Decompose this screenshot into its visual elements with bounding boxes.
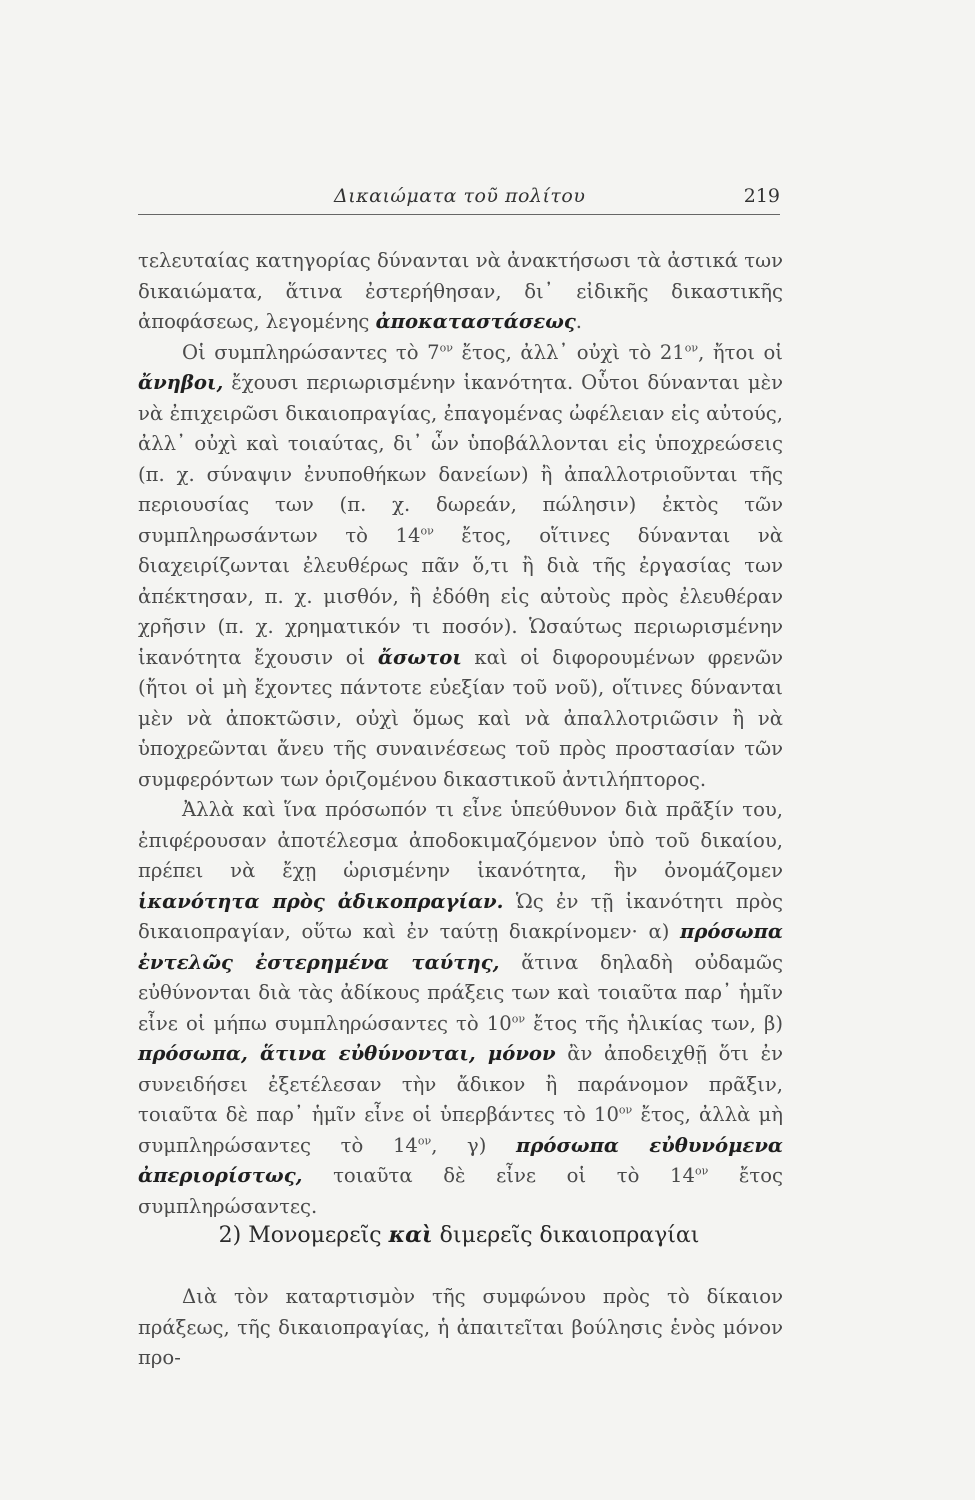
page-number: 219 [743,185,780,207]
paragraph-1: τελευταίας κατηγορίας δύνανται νὰ ἀνακτήσωσι τὰ ἀστικά των δικαιώματα, ἅτινα ἐστερήθησαν, δι᾽ εἰδικῆς δικαστικῆς ἀποφάσεως, λεγομένης ἀποκαταστάσεως. [138,249,783,333]
main-text [138,246,783,1222]
section-heading: 2) Μονομερεῖς καὶ διμερεῖς δικαιοπραγίαι [218,1222,700,1248]
term-asotoi: ἄσωτοι [377,645,462,669]
page-header [138,185,780,215]
paragraph-3: Ἀλλὰ καὶ ἵνα πρόσωπόν τι εἶνε ὑπεύθυνον διὰ πρᾶξίν του, ἐπιφέρουσαν ἀποτέλεσμα ἀποδοκιμαζόμενον ὑπὸ τοῦ δικαίου, πρέπει νὰ ἔχῃ ὡρισμένην ἱκανότητα, ἣν ὀνομάζομεν ἱκανότητα πρὸς ἀδικοπραγίαν. Ὡς ἐν τῇ ἱκανότητι πρὸς δικαιοπραγίαν, οὕτω καὶ ἐν ταύτῃ διακρίνομεν· α) πρόσωπα ἐντελῶς ἐστερημένα ταύτης, ἅτινα δηλαδὴ οὐδαμῶς εὐθύνονται διὰ τὰς ἀδίκους πράξεις των καὶ τοιαῦτα παρ᾽ ἡμῖν εἶνε οἱ μήπω συμπληρώσαντες τὸ $10^{o\nu}$ ἔτος τῆς ἡλικίας των, β) πρόσωπα, ἅτινα εὐθύνονται, μόνον ἂν ἀποδειχθῇ ὅτι ἐν συνειδήσει ἐξετέλεσαν τὴν ἄδικον ἢ παράνομον πρᾶξιν, τοιαῦτα δὲ παρ᾽ ἡμῖν εἶνε οἱ ὑπερβάντες τὸ $10^{o\nu}$ ἔτος, ἀλλὰ μὴ συμπληρώσαντες τὸ $14^{o\nu}$, γ) πρόσωπα εὐθυνόμενα ἀπεριορίστως, τοιαῦτα δὲ εἶνε οἱ τὸ $14^{o\nu}$ ἔτος συμπληρώσαντες. [138,798,784,1218]
term-anivoi: ἄνηβοι, [138,371,224,394]
term-apokatastasis: ἀποκαταστάσεως [375,310,576,333]
term-adikopragia: ἱκανότητα πρὸς ἀδικοπραγίαν. [138,889,504,913]
header-rule [138,214,780,215]
paragraph-4: Διὰ τὸν καταρτισμὸν τῆς συμφώνου πρὸς τὸ δίκαιον πράξεως, τῆς δικαιοπραγίας, ἡ ἀπαιτεῖται βούλησις ἑνὸς μόνον προ- [138,1285,783,1369]
term-category-a: πρόσωπα ἐντελῶς ἐστερημένα ταύτης, [138,920,783,974]
term-category-b: πρόσωπα, ἅτινα εὐθύνονται, μόνον [138,1042,556,1065]
section-text [138,1282,783,1374]
term-category-c: πρόσωπα εὐθυνόμενα ἀπεριορίστως, [138,1133,783,1187]
paragraph-2: Οἱ συμπληρώσαντες τὸ $7^{o\nu}$ ἔτος, ἀλλ᾽ οὐχὶ τὸ $21^{o\nu}$, ἤτοι οἱ ἄνηβοι, ἔχουσι περιωρισμένην ἱκανότητα. Οὗτοι δύνανται μὲν νὰ ἐπιχειρῶσι δικαιοπραγίας, ἐπαγομένας ὠφέλειαν εἰς αὐτούς, ἀλλ᾽ οὐχὶ καὶ τοιαύτας, δι᾽ ὧν ὑποβάλλονται εἰς ὑποχρεώσεις (π. χ. σύναψιν ἐνυποθήκων δανείων) ἢ ἀπαλλοτριοῦνται τῆς περιουσίας των (π. χ. δωρεάν, πώλησιν) ἐκτὸς τῶν συμπληρωσάντων τὸ $14^{o\nu}$ ἔτος, οἵτινες δύνανται νὰ διαχειρίζωνται ἐλευθέρως πᾶν ὅ,τι ἢ διὰ τῆς ἐργασίας των ἀπέκτησαν, π. χ. μισθόν, ἢ ἐδόθη εἰς αὐτοὺς πρὸς ἐλευθέραν χρῆσιν (π. χ. χρηματικόν τι ποσόν). Ὡσαύτως περιωρισμένην ἱκανότητα ἔχουσιν οἱ ἄσωτοι καὶ οἱ διφορουμένων φρενῶν (ἤτοι οἱ μὴ ἔχοντες πάντοτε εὐεξίαν τοῦ νοῦ), οἵτινες δύνανται μὲν νὰ ἀποκτῶσιν, οὐχὶ ὅμως καὶ νὰ ἀπαλλοτριῶσιν ἢ νὰ ὑποχρεῶνται ἄνευ τῆς συναινέσεως τοῦ πρὸς προστασίαν τῶν συμφερόντων των ὁριζομένου δικαστικοῦ ἀντιλήπτορος. [138,340,783,791]
section-number: 2) [218,1223,242,1248]
running-title: Δικαιώματα τοῦ πολίτου [334,185,586,207]
